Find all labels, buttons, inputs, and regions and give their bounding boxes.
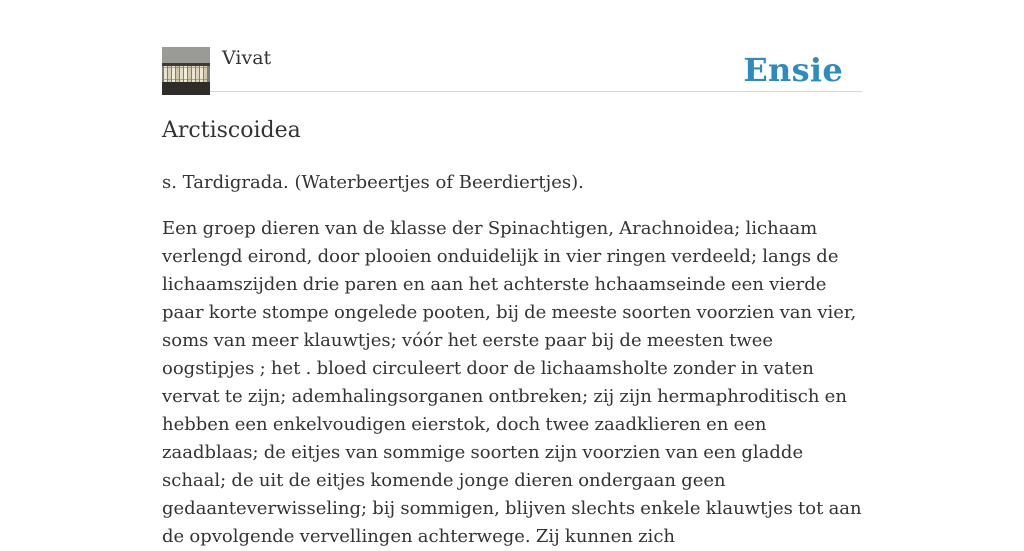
bookshelf-icon [162,47,210,95]
page [162,0,862,547]
article-body: Een groep dieren van de klasse der Spinachtigen, Arachnoidea; lichaam verlengd eirond, door plooien onduidelijk in vier ringen verdeeld; langs de lichaamszijden drie paren en aan het achterste hchaamseinde een vierde paar korte stompe ongelede pooten, bij de meeste soorten voorzien van vier, soms van meer klauwtjes; vóór het eerste paar bij de meesten twee oogstipjes ; het . bloed circuleert door de lichaamsholte zonder in vaten vervat te zijn; ademhalingsorganen ontbreken; zij zijn hermaphroditisch en hebben een enkelvoudigen eierstok, doch twee zaadklieren en een zaadblaas; de eitjes van sommige soorten zijn voorzien van een gladde schaal; de uit de eitjes komende jonge dieren ondergaan geen gedaanteverwisseling; bij sommigen, blijven slechts enkele klauwtjes tot aan de opvolgende vervellingen achterwege. Zij kunnen zich [162,218,862,547]
site-name[interactable]: Vivat [222,47,272,69]
article-subtitle: s. Tardigrada. (Waterbeertjes of Beerdiertjes). [162,172,584,193]
site-header [162,0,862,92]
brand-logo[interactable]: Ensie [743,51,843,89]
avatar[interactable] [162,47,210,95]
page-title: Arctiscoidea [162,118,301,143]
